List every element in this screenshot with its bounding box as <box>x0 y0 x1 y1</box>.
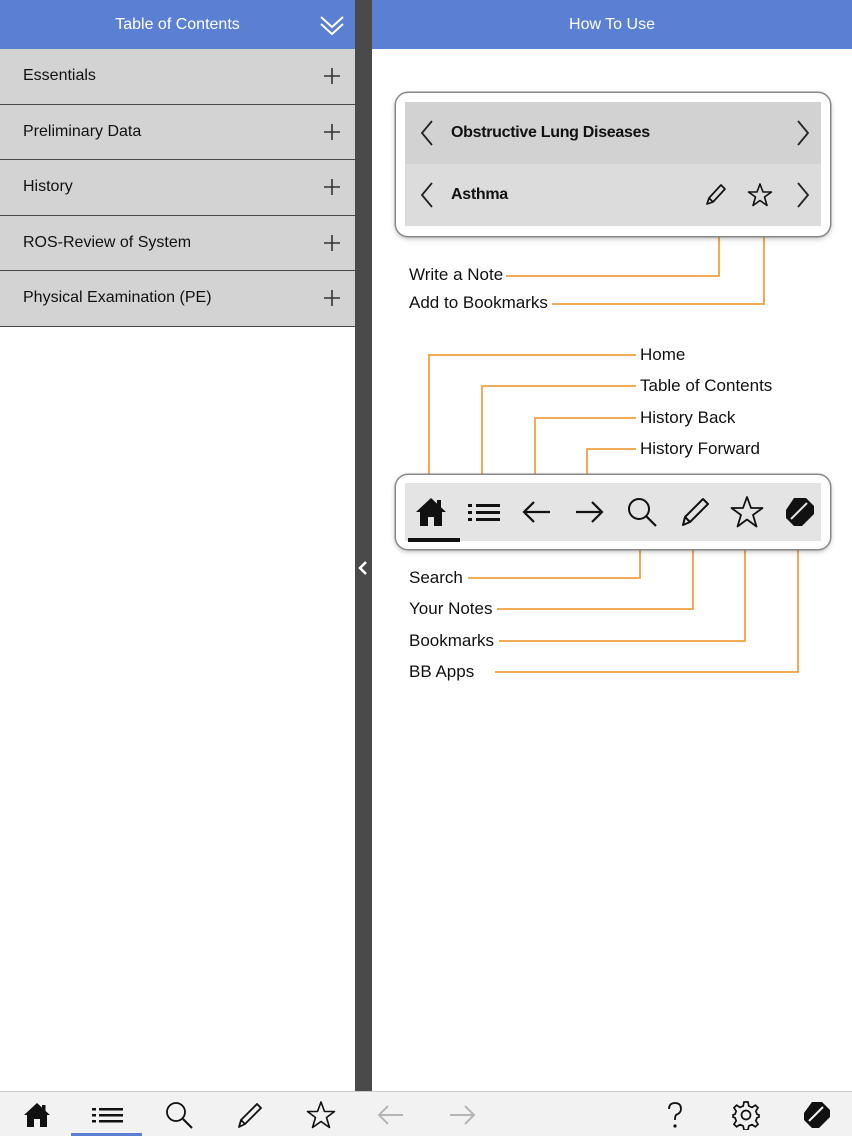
arrow-left-icon[interactable] <box>520 495 554 529</box>
home-icon[interactable] <box>22 1100 52 1130</box>
arrow-left-icon[interactable] <box>376 1100 406 1130</box>
topic-title: Asthma <box>451 186 508 203</box>
toc-item-ros[interactable] <box>0 216 355 272</box>
label-write-note: Write a Note <box>409 265 504 284</box>
arrow-right-icon[interactable] <box>447 1100 477 1130</box>
bb-apps-icon[interactable] <box>802 1100 832 1130</box>
star-icon[interactable] <box>730 495 764 529</box>
topic-bar <box>405 164 821 226</box>
toc-item-history[interactable] <box>0 160 355 216</box>
chevron-right-icon[interactable] <box>795 119 811 147</box>
toc-title: Table of Contents <box>115 15 240 33</box>
split-divider[interactable] <box>355 0 372 1091</box>
label-home: Home <box>640 345 686 364</box>
how-to-use-guide <box>372 49 852 1091</box>
label-bb-apps: BB Apps <box>409 662 475 681</box>
toc-item-label: Essentials <box>23 67 96 85</box>
label-add-bookmarks: Add to Bookmarks <box>409 293 548 312</box>
toc-item-label: History <box>23 178 73 196</box>
label-search: Search <box>409 568 463 587</box>
pencil-icon[interactable] <box>235 1100 265 1130</box>
gear-icon[interactable] <box>731 1100 761 1130</box>
expand-plus-icon[interactable] <box>323 123 341 141</box>
pencil-icon[interactable] <box>703 182 727 208</box>
label-history-back: History Back <box>640 408 736 427</box>
star-icon[interactable] <box>306 1100 336 1130</box>
content-header <box>372 0 852 49</box>
list-icon[interactable] <box>91 1100 124 1130</box>
toc-item-label: Preliminary Data <box>23 122 142 140</box>
search-icon[interactable] <box>164 1100 194 1130</box>
expand-plus-icon[interactable] <box>323 234 341 252</box>
chapter-bar <box>405 102 821 164</box>
help-icon[interactable] <box>660 1100 690 1130</box>
bb-apps-icon[interactable] <box>783 495 817 529</box>
chevron-left-icon[interactable] <box>419 181 435 209</box>
search-icon[interactable] <box>625 495 659 529</box>
home-icon[interactable] <box>414 495 448 529</box>
content-pane <box>372 0 852 1091</box>
toc-item-label: Physical Examination (PE) <box>23 289 212 307</box>
content-title: How To Use <box>569 15 655 33</box>
label-toc: Table of Contents <box>640 376 773 395</box>
expand-plus-icon[interactable] <box>323 67 341 85</box>
toc-item-essentials[interactable] <box>0 49 355 105</box>
active-tab-underline <box>408 538 460 542</box>
demo-toolbar-card <box>396 475 830 549</box>
expand-plus-icon[interactable] <box>323 289 341 307</box>
demo-header-card <box>396 93 830 236</box>
toc-item-preliminary-data[interactable] <box>0 105 355 161</box>
arrow-right-icon[interactable] <box>572 495 606 529</box>
chevron-left-icon[interactable] <box>419 119 435 147</box>
collapse-pane-chevron-icon[interactable] <box>355 556 372 580</box>
toc-pane <box>0 0 355 1091</box>
toc-item-physical-examination[interactable] <box>0 271 355 327</box>
label-bookmarks: Bookmarks <box>409 631 495 650</box>
chapter-title: Obstructive Lung Diseases <box>451 124 650 141</box>
label-history-forward: History Forward <box>640 439 760 458</box>
toc-header <box>0 0 355 49</box>
toc-item-label: ROS-Review of System <box>23 233 192 251</box>
collapse-all-icon[interactable] <box>319 12 345 38</box>
list-icon[interactable] <box>467 495 501 529</box>
pencil-icon[interactable] <box>678 495 712 529</box>
star-icon[interactable] <box>747 182 773 208</box>
label-your-notes: Your Notes <box>409 599 493 618</box>
chevron-right-icon[interactable] <box>795 181 811 209</box>
bottom-toolbar <box>0 1091 852 1136</box>
expand-plus-icon[interactable] <box>323 178 341 196</box>
demo-toolbar <box>405 483 821 541</box>
